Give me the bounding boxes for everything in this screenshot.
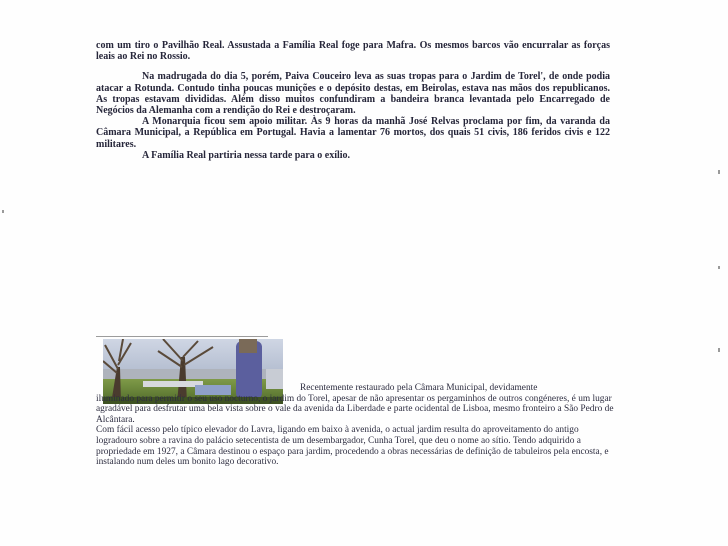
divider-line xyxy=(96,336,268,337)
scan-speck xyxy=(2,210,4,213)
scan-speck xyxy=(718,348,720,352)
scan-speck xyxy=(718,170,720,174)
scan-speck xyxy=(718,266,720,269)
caption-text: iluminado para permitir o seu uso nocturno, o jardim do Torel, apesar de não apresentar os pergaminhos de outros congéneres, é um lugar agradável para desfrutar uma bela vista sobre o vale da avenida da Liberdade e parte ocidental de Lisboa, mesmo fronteiro a São Pedro de Alcântara. xyxy=(96,393,614,425)
paragraph-1: com um tiro o Pavilhão Real. Assustada a Família Real foge para Mafra. Os mesmos barcos vão encurralar as forças leais ao Rei no Rossio. xyxy=(96,40,610,63)
paragraph-4: A Família Real partiria nessa tarde para o exílio. xyxy=(142,149,351,161)
caption-text-2: Com fácil acesso pelo típico elevador do Lavra, ligando em baixo à avenida, o actual jardim resulta do aproveitamento do antigo logradouro sobre a ravina do palácio setecentista de um desembargador, Cunha Torel, que deu o nome ao sítio. Tendo adquirido a propriedade em 1927, a Câmara destinou o espaço para jardim, procedendo a obras necessárias de definição de tabuleiros pela encosta, e instalando num deles um bonito lago decorativo. xyxy=(96,425,609,468)
caption-first-line: Recentemente restaurado pela Câmara Municipal, devidamente xyxy=(300,383,538,393)
paragraph-3: A Monarquia ficou sem apoio militar. Às 9 horas da manhã José Relvas proclama por fim, da varanda da Câmara Municipal, a República em Portugal. Havia a lamentar 76 mortos, dos quais 51 civis, 186 feridos civis e 122 militares. xyxy=(96,116,610,150)
article-body xyxy=(96,40,610,161)
photo-caption xyxy=(96,383,616,468)
paragraph-2: Na madrugada do dia 5, porém, Paiva Couceiro leva as suas tropas para o Jardim de Torel', de onde podia atacar a Rotunda. Contudo tinha poucas munições e o depósito destas, em Beirolas, estava nas mãos dos republicanos. As tropas estavam divididas. Além disso muitos confundiram a bandeira branca levantada pelo Encarregado de Negócios da Alemanha com a rendição do Rei e destroçaram. xyxy=(96,71,610,117)
